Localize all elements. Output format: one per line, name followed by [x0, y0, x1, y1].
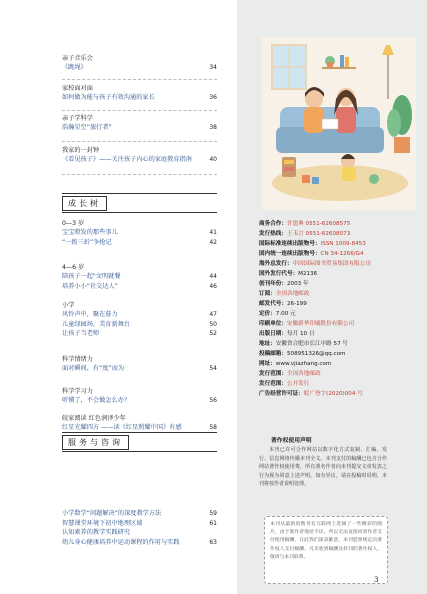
- info-value: 安徽省合肥市长江中路 57 号: [275, 341, 349, 347]
- info-label: 商务合作：: [259, 221, 287, 227]
- toc-entry[interactable]: [62, 93, 217, 103]
- toc-entry-title: 红星光耀四方 ——读《红星照耀中国》有感: [62, 424, 182, 431]
- toc-entry-page: 50: [209, 320, 217, 328]
- toc-entry-title: 儿童绿园场，美育新舞台: [62, 320, 131, 328]
- info-row: [259, 269, 419, 279]
- info-label: 国际标准连续出版物号：: [259, 241, 321, 247]
- info-label: 广告经营许可证：: [259, 391, 304, 397]
- toc-entry-title: 认知素养的教学实践研究: [62, 529, 131, 536]
- toc-entry-page: 58: [209, 424, 217, 431]
- copyright-title: 著作权使用声明: [271, 438, 312, 444]
- info-label: 出版日期：: [259, 331, 287, 337]
- info-label: 网址：: [259, 361, 276, 367]
- toc-group: [62, 263, 217, 291]
- info-label: 地址：: [259, 341, 276, 347]
- info-label: 创刊年份：: [259, 281, 287, 287]
- info-value: 许恩典 0551-62608575: [286, 221, 351, 227]
- copyright-body: 本刊已许可合作网站以数字化方式复制、汇编、发行、信息网络传播本刊全文。本刊支付的稿酬已包含合作网站著作权使用费，所有署名作者向本刊提交文章发表之行为视为同意上述声明。如有异议，请在投稿时说明，本刊将按作者说明处理。: [259, 447, 387, 488]
- toc-entry-title: 浩瀚星空“旅行者”: [62, 124, 112, 131]
- info-value: 508951326@qq.com: [286, 351, 346, 357]
- toc-heading: 我家的一封钟: [62, 147, 100, 154]
- toc-heading: 0—3 岁: [62, 220, 85, 227]
- publication-info: [259, 219, 419, 399]
- info-row: [259, 219, 419, 229]
- toc-group: [62, 219, 217, 247]
- info-label: 印刷单位：: [259, 321, 287, 327]
- toc-entry-title: 《看见孩子》——关注孩子内心的家庭教育指南: [62, 156, 192, 163]
- toc-heading: 科学情绪力: [62, 356, 93, 363]
- toc-entry[interactable]: [62, 310, 217, 320]
- toc-entry-title: 智慧课堂环境下初中地理区域: [62, 519, 143, 527]
- page-number: 3: [374, 576, 379, 584]
- toc-entry-title: 《跳绳》: [62, 64, 87, 71]
- section-title-service: 服务与咨询: [62, 435, 129, 450]
- toc-entry[interactable]: [62, 509, 217, 519]
- toc-entry-page: 40: [209, 156, 217, 163]
- toc-entry[interactable]: [62, 155, 217, 165]
- info-label: 国外发行代号：: [259, 271, 299, 277]
- toc-entry[interactable]: [62, 519, 217, 529]
- info-row: [259, 339, 419, 349]
- copyright-statement: [259, 437, 387, 489]
- toc-group: [62, 54, 217, 73]
- family-reading-illustration: [262, 37, 416, 210]
- toc-entry-page: 59: [209, 510, 217, 517]
- info-row: [259, 309, 419, 319]
- info-row: [259, 249, 419, 259]
- info-label: 定价：: [259, 311, 276, 317]
- toc-entry[interactable]: [62, 396, 217, 406]
- info-label: 国内统一连续出版物号：: [259, 251, 321, 257]
- toc-entry[interactable]: [62, 228, 217, 238]
- info-value: 王韦言 0551-62608073: [286, 231, 351, 237]
- toc-entry-page: 34: [209, 64, 217, 71]
- info-value: CN 34-1266/G4: [320, 251, 364, 257]
- toc-heading: 小学: [62, 302, 75, 309]
- info-value: 每月 10 日: [286, 331, 315, 337]
- info-row: [259, 379, 419, 389]
- toc-entry-page: 41: [209, 229, 217, 236]
- info-value: www.vjiazhang.com: [275, 361, 332, 367]
- info-label: 邮发代号：: [259, 301, 287, 307]
- info-value: 中国国际图书贸易集团有限公司: [292, 261, 371, 267]
- info-row: [259, 359, 419, 369]
- toc-heading: 家校面对面: [62, 85, 93, 92]
- info-label: 发行热线：: [259, 231, 287, 237]
- info-value: 公开发行: [286, 381, 310, 387]
- info-label: 订阅：: [259, 291, 276, 297]
- toc-entry[interactable]: [62, 282, 217, 292]
- toc-heading: 亲子音乐会: [62, 55, 93, 62]
- toc-entry-title: 让孩子当老师: [62, 330, 100, 337]
- info-label: 发行范围：: [259, 381, 287, 387]
- toc-heading: 4—6 岁: [62, 264, 85, 271]
- toc-entry-page: 47: [209, 311, 217, 318]
- info-label: 海外总发行：: [259, 261, 293, 267]
- divider-line: [62, 141, 217, 142]
- image-notice: 本刊从最新的数刊有互联网上选摘了一些精彩的图片，由于联作者地址不详，所以无法直接同原作者支付使用稿酬，在此我们深表歉意，本刊愿照规定向著作权人支付稿酬。凡未收到稿酬及样刊的著作权人，敬请与本刊联系。: [264, 516, 388, 584]
- toc-group: [62, 84, 217, 103]
- divider-line: [62, 174, 217, 175]
- divider-line: [62, 79, 217, 80]
- toc-entry-page: 63: [209, 538, 217, 546]
- divider-line: [62, 110, 217, 111]
- toc-entry-title: 面对瞬间，有“度”而为: [62, 365, 125, 372]
- toc-entry-page: 56: [209, 397, 217, 404]
- toc-entry-title: 如何做为能与孩子有效沟通的家长: [62, 94, 155, 101]
- toc-entry-title: 风铃声中，聚在暮力: [62, 311, 118, 318]
- info-row: [259, 369, 419, 379]
- toc-entry-page: 44: [209, 273, 217, 280]
- info-row: [259, 349, 419, 359]
- info-value: 全国各地邮政: [286, 371, 321, 377]
- toc-entry-page: 52: [209, 330, 217, 337]
- toc-group: [62, 146, 217, 165]
- toc-entry[interactable]: [62, 538, 217, 548]
- toc-entry[interactable]: [62, 364, 217, 374]
- info-value: 7.00 元: [275, 311, 296, 317]
- section-header-growth: [62, 193, 217, 213]
- toc-group: [62, 301, 217, 339]
- info-label: 投稿邮箱：: [259, 351, 287, 357]
- toc-group: [62, 355, 217, 374]
- toc-heading: 亲子学科学: [62, 115, 93, 122]
- toc-entry-title: 小学数学“问题解决”的深度教学方法: [62, 510, 162, 517]
- info-row: [259, 389, 419, 399]
- info-label: 发行范围：: [259, 371, 287, 377]
- info-value: 安徽新华印刷股份有限公司: [286, 321, 355, 327]
- toc-entry[interactable]: [62, 528, 217, 538]
- toc-entry-page: 61: [209, 519, 217, 527]
- toc-entry[interactable]: [62, 63, 217, 73]
- toc-entry-title: 幼儿身心健康培养中运动课程的作用与实践: [62, 538, 180, 546]
- toc-entry-title: “一拨三折”争抢记: [62, 238, 112, 246]
- toc-heading: 皖家阅读 红色润泽少年: [62, 415, 126, 422]
- info-row: [259, 279, 419, 289]
- info-value: 皖广登字(2020)004 号: [303, 391, 363, 397]
- info-row: [259, 289, 419, 299]
- toc-entry-title: 宝宝瞪发的那些事儿: [62, 229, 118, 236]
- info-value: 26-199: [286, 301, 307, 307]
- toc-entry[interactable]: [62, 123, 217, 133]
- toc-entry[interactable]: [62, 329, 217, 339]
- info-row: [259, 239, 419, 249]
- section-header-service: [62, 432, 217, 452]
- toc-entry-page: 54: [209, 365, 217, 372]
- toc-entry-title: 陪孩子一起"文明就餐: [62, 273, 121, 280]
- info-row: [259, 259, 419, 269]
- toc-group: [62, 509, 217, 547]
- toc-entry-page: 46: [209, 282, 217, 290]
- section-title-growth: 成长树: [62, 196, 107, 211]
- toc-entry-title: 培养小小“社交达人”: [62, 282, 118, 290]
- toc-entry[interactable]: [62, 272, 217, 282]
- toc-entry[interactable]: [62, 320, 217, 330]
- info-value: ISSN 1009-8453: [320, 241, 366, 247]
- toc-entry[interactable]: [62, 238, 217, 248]
- info-row: [259, 329, 419, 339]
- toc-entry-page: 42: [209, 238, 217, 246]
- info-value: 全国各地邮政: [275, 291, 310, 297]
- toc-group: [62, 114, 217, 133]
- info-row: [259, 299, 419, 309]
- info-row: [259, 229, 419, 239]
- toc-group: [62, 414, 217, 433]
- toc-entry-title: 听懂了，不会做怎么办？: [62, 397, 131, 404]
- toc-heading: 科学学习力: [62, 388, 93, 395]
- info-row: [259, 319, 419, 329]
- info-value: M2136: [298, 271, 318, 277]
- info-value: 2003 年: [286, 281, 309, 287]
- toc-entry-page: 36: [209, 94, 217, 101]
- toc-entry-page: 38: [209, 124, 217, 131]
- toc-group: [62, 387, 217, 406]
